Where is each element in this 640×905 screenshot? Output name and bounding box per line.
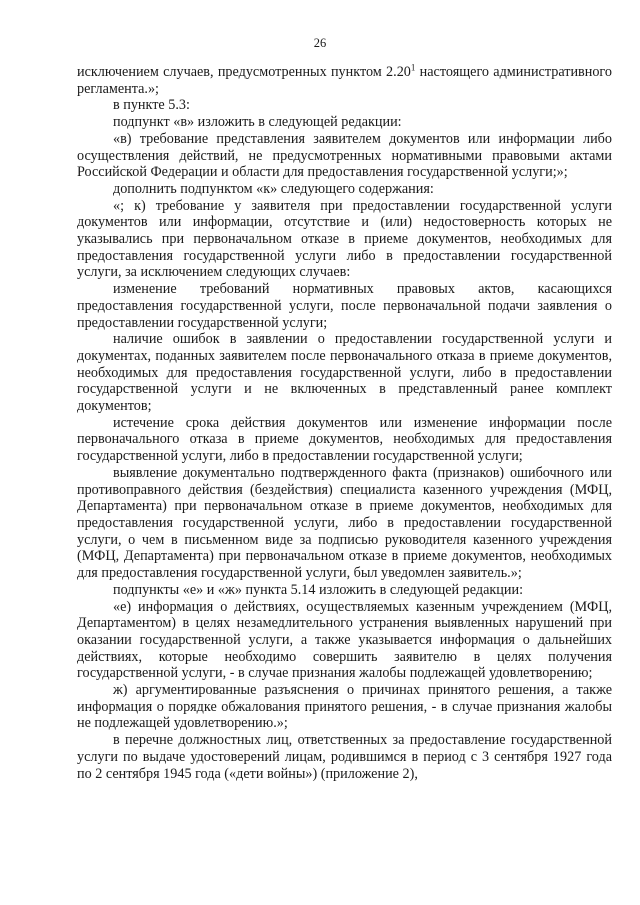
paragraph: подпункты «е» и «ж» пункта 5.14 изложить в следующей редакции:	[113, 581, 524, 598]
paragraph: дополнить подпунктом «к» следующего содержания:	[113, 180, 434, 197]
paragraph: «в) требование представления заявителем документов или информации либо осуществления действий, не предусмотренных нормативными правовыми актами Российской Федерации и области для предоставления государственной услуги;»;	[77, 130, 612, 181]
paragraph: истечение срока действия документов или изменение информации после первоначального отказа в приеме документов, необходимых для предоставления государственной услуги, либо в предоставлении государственной услуги;	[77, 414, 612, 465]
superscript: 1	[410, 62, 416, 73]
document-body	[77, 64, 612, 782]
paragraph: «; к) требование у заявителя при предоставлении государственной услуги документов или информации, отсутствие и (или) недостоверность которых не указывались при первоначальном отказе в приеме документов, необходимых для предоставления государственной услуги либо в предоставлении государственной услуги, за исключением следующих случаев:	[77, 197, 612, 281]
page-number: 26	[313, 36, 327, 50]
paragraph: «е) информация о действиях, осуществляемых казенным учреждением (МФЦ, Департаментом) в целях незамедлительного устранения выявленных нарушений при оказании государственной услуги, а также указывается информация о дальнейших действиях, которые необходимо совершить заявителю в целях получения государственной услуги, - в случае признания жалобы подлежащей удовлетворению;	[77, 598, 612, 682]
paragraph: в пункте 5.3:	[113, 97, 190, 114]
paragraph: наличие ошибок в заявлении о предоставлении государственной услуги и документах, поданных заявителем после первоначального отказа в приеме документов, необходимых для предоставления государственной услуги, либо в предоставлении государственной услуги и не включенных в представленный ранее комплект документов;	[77, 331, 612, 415]
paragraph: в перечне должностных лиц, ответственных за предоставление государственной услуги по выдаче удостоверений лицам, родившимся в период с 3 сентября 1927 года по 2 сентября 1945 года («дети войны») (приложение 2),	[77, 732, 612, 782]
paragraph: исключением случаев, предусмотренных пунктом 2.20$^1$ настоящего административного регламента.»;	[77, 62, 612, 97]
paragraph: ж) аргументированные разъяснения о причинах принятого решения, а также информация о порядке обжалования принятого решения, - в случае признания жалобы не подлежащей удовлетворению.»;	[77, 682, 612, 732]
paragraph: выявление документально подтвержденного факта (признаков) ошибочного или противоправного действия (бездействия) специалиста казенного учреждения (МФЦ, Департамента) при первоначальном отказе в приеме документов, необходимых для предоставления государственной услуги, либо в предоставлении государственной услуги, о чем в письменном виде за подписью руководителя казенного учреждения (МФЦ, Департамента) при первоначальном отказе в приеме документов, необходимых для предоставления государственной услуги, был уведомлен заявитель.»;	[77, 464, 612, 582]
paragraph: изменение требований нормативных правовых актов, касающихся предоставления государственной услуги, после первоначальной подачи заявления о предоставлении государственной услуги;	[77, 281, 612, 331]
paragraph: подпункт «в» изложить в следующей редакции:	[113, 114, 402, 131]
